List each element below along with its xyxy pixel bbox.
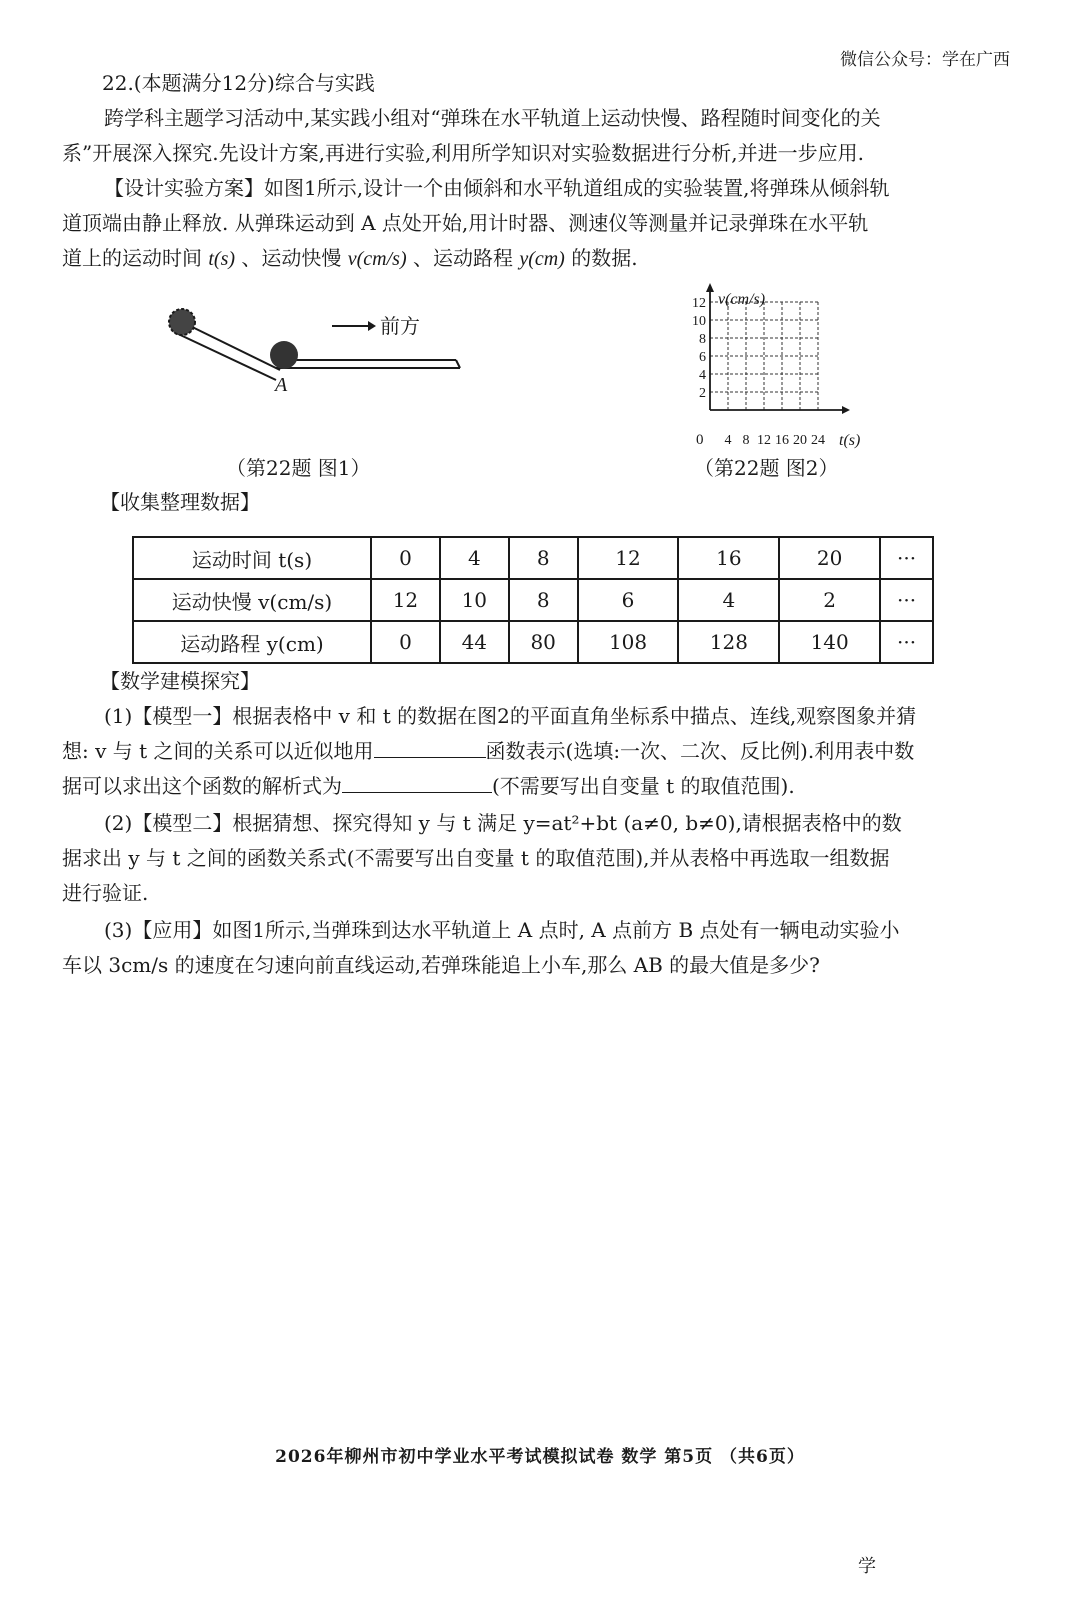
x-tick-label: 16 bbox=[775, 433, 789, 448]
y-tick-label: 8 bbox=[699, 332, 706, 347]
table-cell: 0 bbox=[371, 537, 440, 579]
part1-line-2 bbox=[62, 734, 1020, 769]
table-cell: ··· bbox=[880, 579, 933, 621]
table-cell: 4 bbox=[678, 579, 779, 621]
marble-start-icon bbox=[169, 309, 195, 335]
forward-arrow-icon bbox=[368, 321, 376, 331]
part1-line-1: (1)【模型一】根据表格中 v 和 t 的数据在图2的平面直角坐标系中描点、连线,观察图象并猜 bbox=[104, 704, 917, 728]
y-axis-label: v(cm/s) bbox=[718, 291, 766, 308]
page-footer: 2026年柳州市初中学业水平考试模拟试卷 数学 第5页 （共6页） bbox=[275, 1447, 805, 1467]
time-variable: t(s) bbox=[208, 248, 236, 270]
table-cell: 128 bbox=[678, 621, 779, 663]
speed-variable: v(cm/s) bbox=[347, 248, 407, 270]
corner-mark: 学 bbox=[858, 1556, 876, 1577]
table-cell: 140 bbox=[779, 621, 880, 663]
x-axis-label: t(s) bbox=[839, 432, 861, 449]
design-line-1: 【设计实验方案】如图1所示,设计一个由倾斜和水平轨道组成的实验装置,将弹珠从倾斜轨 bbox=[104, 176, 890, 200]
y-tick-label: 6 bbox=[699, 350, 706, 365]
part1-line-3-a: 据可以求出这个函数的解析式为 bbox=[62, 774, 342, 798]
table-cell: ··· bbox=[880, 621, 933, 663]
table-cell: 6 bbox=[578, 579, 679, 621]
table-cell: 4 bbox=[440, 537, 509, 579]
table-row-time bbox=[133, 537, 933, 579]
design-line-3 bbox=[62, 241, 1020, 277]
part3-line-2: 车以 3cm/s 的速度在匀速向前直线运动,若弹珠能追上小车,那么 AB 的最大值是多少? bbox=[62, 953, 820, 977]
wechat-account-label: 微信公众号：学在广西 bbox=[840, 50, 1010, 70]
table-cell: 108 bbox=[578, 621, 679, 663]
y-tick-label: 12 bbox=[692, 296, 706, 311]
table-cell: 16 bbox=[678, 537, 779, 579]
x-tick-label: 4 bbox=[724, 433, 732, 448]
marble-at-a-icon bbox=[270, 341, 298, 369]
design-line-3-a: 道上的运动时间 bbox=[62, 246, 209, 270]
table-cell: 12 bbox=[578, 537, 679, 579]
slope-rail-bottom bbox=[174, 332, 276, 380]
table-cell: 8 bbox=[509, 579, 578, 621]
answer-blank-function-type[interactable] bbox=[374, 735, 486, 758]
y-tick-labels bbox=[692, 296, 706, 401]
forward-label: 前方 bbox=[380, 316, 420, 338]
part2-line-2: 据求出 y 与 t 之间的函数关系式(不需要写出自变量 t 的取值范围),并从表格中再选取一组数据 bbox=[62, 846, 890, 870]
distance-variable: y(cm) bbox=[519, 248, 565, 270]
origin-label: 0 bbox=[696, 432, 704, 448]
table-cell: ··· bbox=[880, 537, 933, 579]
modeling-block bbox=[62, 664, 1020, 983]
table-cell: 10 bbox=[440, 579, 509, 621]
design-line-3-b: 、运动快慢 bbox=[235, 246, 348, 270]
y-axis-arrow-icon bbox=[706, 283, 714, 292]
x-tick-label: 24 bbox=[811, 433, 825, 448]
figure-1-track-diagram bbox=[160, 300, 480, 400]
part1-line-2-b: 函数表示(选填:一次、二次、反比例).利用表中数 bbox=[485, 739, 915, 763]
table-cell: 44 bbox=[440, 621, 509, 663]
x-tick-labels bbox=[725, 433, 826, 448]
collect-heading: 【收集整理数据】 bbox=[100, 490, 260, 514]
table-cell: 80 bbox=[509, 621, 578, 663]
flat-rail-end bbox=[456, 360, 460, 368]
part3-line-1: (3)【应用】如图1所示,当弹珠到达水平轨道上 A 点时, A 点前方 B 点处有一辆电动实验小 bbox=[104, 918, 900, 942]
table-cell: 2 bbox=[779, 579, 880, 621]
x-tick-label: 20 bbox=[793, 433, 807, 448]
y-tick-label: 2 bbox=[699, 386, 706, 401]
row-label: 运动路程 y(cm) bbox=[133, 621, 371, 663]
part2-line-3: 进行验证. bbox=[62, 881, 149, 905]
x-tick-label: 12 bbox=[757, 433, 771, 448]
table-cell: 12 bbox=[371, 579, 440, 621]
x-tick-label: 8 bbox=[742, 433, 750, 448]
slope-rail-top bbox=[182, 322, 280, 370]
design-line-3-c: 、运动路程 bbox=[406, 246, 520, 270]
part1-line-2-a: 想: v 与 t 之间的关系可以近似地用 bbox=[62, 739, 374, 763]
grid-lines bbox=[710, 302, 818, 410]
y-tick-label: 4 bbox=[699, 368, 706, 383]
part2-line-1: (2)【模型二】根据猜想、探究得知 y 与 t 满足 y=at²+bt (a≠0, b≠0),请根据表格中的数 bbox=[104, 811, 902, 835]
table-row-speed bbox=[133, 579, 933, 621]
point-a-label: A bbox=[275, 374, 288, 396]
row-label: 运动时间 t(s) bbox=[133, 537, 371, 579]
part1-line-3 bbox=[62, 769, 1020, 804]
figure-2-caption: （第22题 图2） bbox=[694, 456, 839, 480]
table-cell: 20 bbox=[779, 537, 880, 579]
design-line-2: 道顶端由静止释放. 从弹珠运动到 A 点处开始,用计时器、测速仪等测量并记录弹珠在水平轨 bbox=[62, 211, 869, 235]
modeling-heading: 【数学建模探究】 bbox=[100, 669, 260, 693]
y-tick-label: 10 bbox=[692, 314, 706, 329]
data-table bbox=[132, 536, 934, 664]
row-label: 运动快慢 v(cm/s) bbox=[133, 579, 371, 621]
part1-line-3-b: (不需要写出自变量 t 的取值范围). bbox=[492, 774, 795, 798]
x-axis-arrow-icon bbox=[842, 406, 850, 414]
table-row-distance bbox=[133, 621, 933, 663]
intro-line-2: 系”开展深入探究.先设计方案,再进行实验,利用所学知识对实验数据进行分析,并进一步应用. bbox=[62, 141, 865, 165]
design-line-3-d: 的数据. bbox=[564, 246, 638, 270]
table-cell: 8 bbox=[509, 537, 578, 579]
question-block bbox=[62, 66, 1020, 277]
answer-blank-expression[interactable] bbox=[342, 770, 492, 793]
figure-1-caption: （第22题 图1） bbox=[226, 456, 371, 480]
figure-2-coordinate-grid bbox=[670, 280, 880, 455]
table-cell: 0 bbox=[371, 621, 440, 663]
question-title: 22.(本题满分12分)综合与实践 bbox=[102, 71, 375, 95]
intro-line-1: 跨学科主题学习活动中,某实践小组对“弹珠在水平轨道上运动快慢、路程随时间变化的关 bbox=[104, 106, 881, 130]
